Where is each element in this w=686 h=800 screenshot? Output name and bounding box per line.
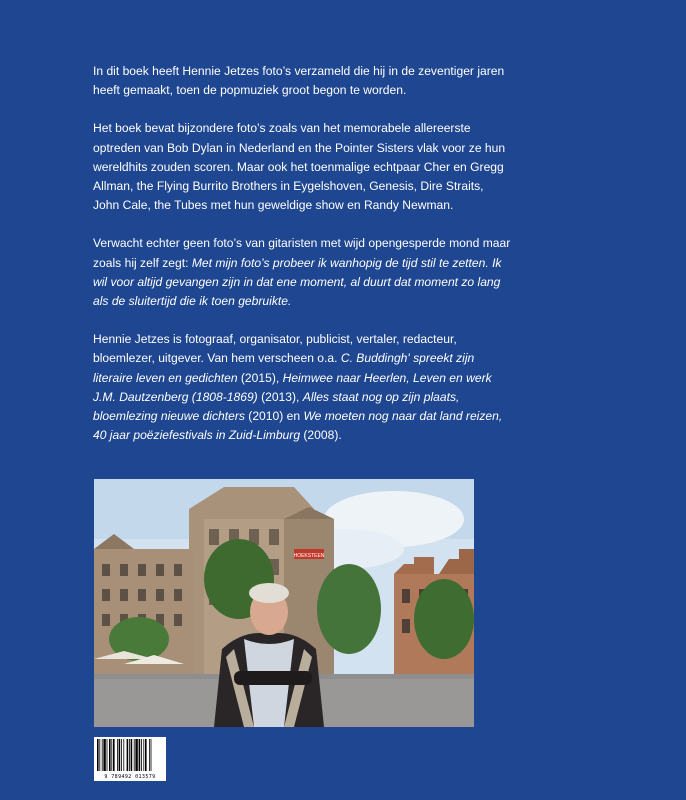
paragraph-2	[93, 119, 513, 215]
barcode-bar	[123, 739, 124, 771]
text-run: Hennie Jetzes is fotograaf, organisator, publicist, vertaler, redacteur, bloemlezer, uitgever. Van hem verscheen o.a.	[93, 332, 457, 366]
barcode-bar	[109, 739, 111, 771]
barcode-bar	[141, 739, 142, 771]
barcode-bar	[119, 739, 121, 771]
italic-text: Met mijn foto’s probeer ik wanhopig de tijd stil te zetten. Ik wil voor altijd gevangen zijn in dat ene moment, al duurt dat moment zo lang als de sluitertijd die ik toen gebruikte.	[93, 255, 502, 309]
isbn-barcode	[94, 737, 166, 781]
barcode-bar	[135, 739, 137, 771]
barcode-bar	[127, 739, 129, 771]
barcode-bar	[143, 739, 144, 771]
barcode-bar	[139, 739, 141, 771]
barcode-bar	[121, 739, 122, 771]
barcode-bar	[131, 739, 133, 771]
barcode-bar	[103, 739, 105, 771]
back-cover-text	[93, 62, 513, 464]
text-run: In dit boek heeft Hennie Jetzes foto’s verzameld die hij in de zeventiger jaren heeft gemaakt, toen de popmuziek groot begon te worden.	[93, 64, 505, 98]
barcode-bar	[111, 739, 112, 771]
barcode-bar	[149, 739, 150, 771]
barcode-bar	[129, 739, 130, 771]
barcode-bar	[134, 739, 135, 771]
text-run: Het boek bevat bijzondere foto’s zoals van het memorabele allereerste optreden van Bob Dylan in Nederland en the Pointer Sisters vlak voor ze hun wereldhits zouden scoren. Maar ook het toenmalige echtpaar Cher en Gregg Allman, the Flying Burrito Brothers in Eygelshoven, Genesis, Dire Straits, John Cale, the Tubes met hun geweldige show en Randy Newman.	[93, 121, 506, 213]
barcode-bar	[97, 739, 99, 771]
barcode-bar	[107, 739, 108, 771]
italic-text: Heimwee naar Heerlen, Leven en werk J.M. Dautzenberg (1808-1869)	[93, 370, 492, 404]
text-run: (2008).	[300, 428, 342, 443]
italic-text: C. Buddingh' spreekt zijn literaire leven en gedichten	[93, 351, 475, 385]
author-photo	[94, 479, 474, 727]
text-run: (2013),	[257, 389, 303, 404]
barcode-bar	[151, 739, 152, 771]
barcode-bar	[145, 739, 147, 771]
barcode-bar	[99, 739, 100, 771]
paragraph-4	[93, 330, 513, 445]
text-run: (2015),	[237, 370, 283, 385]
barcode-digits: 9 789492 013579	[104, 774, 156, 780]
barcode-bar	[117, 739, 118, 771]
barcode-bar	[113, 739, 115, 771]
paragraph-3	[93, 234, 513, 311]
text-run: Verwacht echter geen foto’s van gitaristen met wijd opengesperde mond maar zoals hij zelf zegt:	[93, 236, 511, 270]
shop-sign: HOEKSTEEN	[293, 553, 325, 559]
italic-text: Alles staat nog op zijn plaats, bloemlezing nieuwe dichters	[93, 389, 460, 424]
text-run: (2010) en	[244, 409, 304, 424]
italic-text: We moeten nog naar dat land reizen, 40 jaar poëziefestivals in Zuid-Limburg	[93, 409, 503, 443]
paragraph-1	[93, 62, 513, 100]
barcode-bar	[102, 739, 103, 771]
